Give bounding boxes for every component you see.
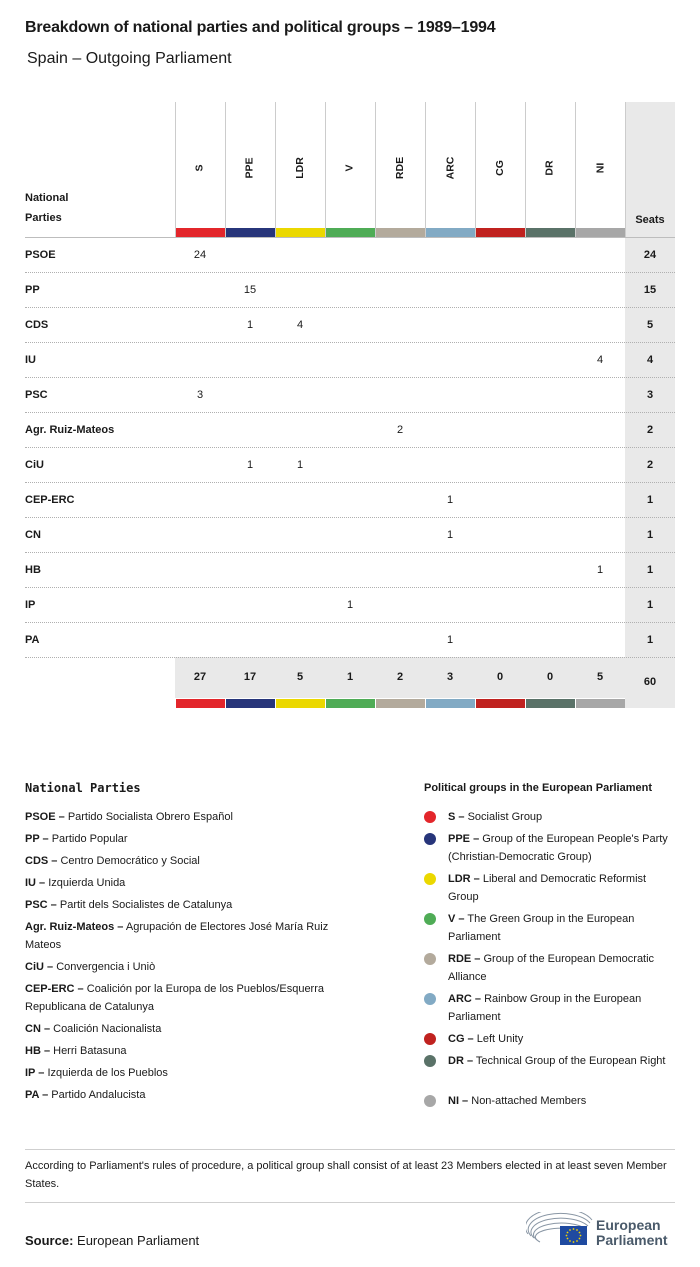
group-legend-item: [448, 990, 678, 1026]
group-header-label: CG: [494, 160, 506, 176]
seat-cell: 1: [446, 529, 454, 541]
source-line: [25, 1233, 199, 1248]
party-legend-item: [25, 1020, 365, 1038]
party-name: PSC: [25, 389, 48, 401]
bottom-colorbar-ppe: [226, 699, 275, 708]
bottom-colorbar-ni: [576, 699, 625, 708]
group-color-dot: [424, 811, 436, 823]
group-header-cg: [475, 160, 525, 176]
party-legend-item: [25, 1086, 365, 1104]
party-name: HB: [25, 564, 41, 576]
group-legend-code: CG –: [448, 1033, 474, 1045]
group-legend-code: NI –: [448, 1095, 469, 1107]
bottom-colorbar-dr: [526, 699, 575, 708]
top-colorbar-dr: [526, 228, 575, 237]
national-parties-header-line2: Parties: [25, 212, 62, 224]
party-legend-item: [25, 1064, 365, 1082]
bottom-colorbar-ldr: [276, 699, 325, 708]
group-header-label: DR: [543, 160, 556, 176]
group-legend-name: Technical Group of the European Right: [475, 1055, 666, 1067]
party-legend-code: CDS –: [25, 855, 58, 867]
party-name: PSOE: [25, 249, 56, 261]
top-colorbar-ppe: [226, 228, 275, 237]
group-legend-code: ARC –: [448, 993, 482, 1005]
bottom-colorbar-rde: [376, 699, 425, 708]
group-total: 27: [193, 671, 207, 683]
group-header-label: ARC: [444, 156, 456, 180]
seat-cell: 1: [346, 599, 354, 611]
party-name: CiU: [25, 459, 44, 471]
table-row: [25, 308, 675, 343]
logo-text-line1: European: [596, 1217, 661, 1233]
seat-cell: 4: [596, 354, 604, 366]
group-total: 1: [346, 671, 354, 683]
party-name: CEP-ERC: [25, 494, 75, 506]
group-legend-item: [448, 1052, 678, 1070]
column-rule: [625, 102, 626, 237]
group-legend-name: Group of the European Democratic Alliance: [448, 953, 655, 983]
group-header-label: NI: [594, 162, 606, 174]
group-legend-name: Left Unity: [476, 1033, 524, 1045]
note-bottom-rule: [25, 1202, 675, 1203]
seat-cell: 1: [246, 319, 254, 331]
group-legend-item: [448, 1030, 678, 1048]
rules-note: According to Parliament's rules of procedure, a political group shall consist of at least 23 Members elected in at least seven Member States.: [25, 1160, 667, 1190]
seat-cell: 1: [296, 459, 304, 471]
top-colorbar-ldr: [276, 228, 325, 237]
party-legend-name: Convergencia i Uniò: [56, 961, 156, 973]
party-legend-code: Agr. Ruiz-Mateos –: [25, 921, 124, 933]
party-legend-name: Izquierda de los Pueblos: [47, 1067, 168, 1079]
party-legend-name: Partido Popular: [51, 833, 128, 845]
national-parties-header: [25, 188, 68, 228]
group-color-dot: [424, 1033, 436, 1045]
party-legend-item: [25, 852, 365, 870]
seat-cell: 1: [596, 564, 604, 576]
group-legend-item: [448, 808, 678, 826]
party-name: IP: [25, 599, 36, 611]
seat-cell: 1: [446, 494, 454, 506]
group-color-dot: [424, 913, 436, 925]
party-legend-code: HB –: [25, 1045, 51, 1057]
group-legend-name: The Green Group in the European Parliament: [448, 913, 635, 943]
top-colorbar-s: [176, 228, 225, 237]
top-colorbar-ni: [576, 228, 625, 237]
party-legend-name: Izquierda Unida: [48, 877, 126, 889]
group-header-label: V: [343, 164, 356, 172]
row-total: 3: [646, 389, 654, 401]
top-colorbar-cg: [476, 228, 525, 237]
party-legend-item: [25, 896, 365, 914]
group-header-label: PPE: [243, 157, 256, 179]
table-row: [25, 378, 675, 413]
group-header-v: [325, 160, 375, 176]
group-header-ppe: [225, 157, 275, 179]
group-legend-name: Rainbow Group in the European Parliament: [448, 993, 642, 1023]
row-total: 4: [646, 354, 654, 366]
seats-header: Seats: [635, 214, 665, 226]
source-label: Source:: [25, 1233, 74, 1248]
table-row: [25, 518, 675, 553]
top-colorbar-arc: [426, 228, 475, 237]
table-row: [25, 273, 675, 308]
group-legend-item: [448, 1092, 678, 1110]
group-legend-item: [448, 910, 678, 946]
group-color-dot: [424, 873, 436, 885]
party-name: CN: [25, 529, 41, 541]
group-legend-name: Liberal and Democratic Reformist Group: [448, 873, 647, 903]
party-name: PA: [25, 634, 40, 646]
group-total: 2: [396, 671, 404, 683]
group-header-label: LDR: [294, 157, 306, 179]
row-total: 1: [646, 599, 654, 611]
group-total: 0: [496, 671, 504, 683]
group-header-dr: [525, 160, 575, 176]
group-legend-code: V –: [448, 913, 465, 925]
group-legend-name: Socialist Group: [467, 811, 543, 823]
seat-cell: 1: [246, 459, 254, 471]
seat-cell: 2: [396, 424, 404, 436]
group-header-ldr: [275, 157, 325, 179]
group-legend-code: RDE –: [448, 953, 481, 965]
party-legend-code: PA –: [25, 1089, 49, 1101]
group-header-label: RDE: [393, 156, 406, 180]
group-header-rde: [375, 156, 425, 180]
party-legend-code: CN –: [25, 1023, 51, 1035]
party-legend-item: [25, 918, 365, 954]
party-legend-name: Herri Batasuna: [53, 1045, 127, 1057]
table-row: [25, 623, 675, 658]
group-legend-code: S –: [448, 811, 465, 823]
group-legend-item: [448, 950, 678, 986]
seat-cell: 15: [243, 284, 257, 296]
row-total: 1: [646, 564, 654, 576]
seats-table: [25, 102, 675, 708]
row-total: 2: [646, 424, 654, 436]
party-legend-code: PSC –: [25, 899, 57, 911]
group-legend-item: [448, 830, 678, 866]
bottom-colorbar-s: [176, 699, 225, 708]
group-header-ni: [575, 160, 625, 176]
row-total: 24: [643, 249, 657, 261]
party-name: PP: [25, 284, 40, 296]
group-legend-item: [448, 870, 678, 906]
group-header-label: S: [193, 164, 206, 172]
note-top-rule: [25, 1149, 675, 1150]
party-legend-name: Partido Socialista Obrero Español: [67, 811, 233, 823]
group-color-dot: [424, 993, 436, 1005]
party-name: IU: [25, 354, 36, 366]
group-total: 17: [243, 671, 257, 683]
top-colorbar-rde: [376, 228, 425, 237]
table-row: [25, 483, 675, 518]
bottom-colorbar-v: [326, 699, 375, 708]
row-total: 2: [646, 459, 654, 471]
party-legend-code: CEP-ERC –: [25, 983, 84, 995]
grand-total: 60: [643, 676, 657, 688]
party-legend-name: Centro Democrático y Social: [60, 855, 200, 867]
row-total: 1: [646, 634, 654, 646]
group-color-dot: [424, 1055, 436, 1067]
group-total: 5: [296, 671, 304, 683]
party-legend-item: [25, 980, 365, 1016]
party-legend-name: Partit dels Socialistes de Catalunya: [59, 899, 233, 911]
group-legend-code: DR –: [448, 1055, 474, 1067]
seat-cell: 3: [196, 389, 204, 401]
group-header-arc: [425, 156, 475, 180]
page-title: Breakdown of national parties and political groups – 1989–1994: [25, 19, 496, 36]
party-legend-item: [25, 808, 365, 826]
group-color-dot: [424, 953, 436, 965]
party-legend-name: Partido Andalucista: [51, 1089, 146, 1101]
table-row: [25, 588, 675, 623]
national-parties-legend-title: National Parties: [25, 781, 141, 795]
group-legend-name: Non-attached Members: [471, 1095, 587, 1107]
row-total: 15: [643, 284, 657, 296]
party-legend-code: CiU –: [25, 961, 54, 973]
bottom-colorbar-cg: [476, 699, 525, 708]
seat-cell: 24: [193, 249, 207, 261]
row-total: 1: [646, 494, 654, 506]
party-legend-item: [25, 1042, 365, 1060]
group-legend-code: LDR –: [448, 873, 480, 885]
party-legend-name: Agrupación de Electores José María Ruiz Mateos: [25, 921, 329, 951]
group-color-dot: [424, 833, 436, 845]
source-value: European Parliament: [77, 1233, 200, 1248]
party-legend-code: PSOE –: [25, 811, 65, 823]
table-row: [25, 343, 675, 378]
party-legend-name: Coalición por la Europa de los Pueblos/Esquerra Republicana de Catalunya: [25, 983, 325, 1013]
party-name: Agr. Ruiz-Mateos: [25, 424, 115, 436]
seat-cell: 1: [446, 634, 454, 646]
group-total: 5: [596, 671, 604, 683]
logo-text-line2: Parliament: [596, 1232, 668, 1248]
party-legend-code: PP –: [25, 833, 49, 845]
group-total: 0: [546, 671, 554, 683]
party-name: CDS: [25, 319, 49, 331]
logo-text: [596, 1218, 668, 1248]
party-legend-item: [25, 830, 365, 848]
table-row: [25, 448, 675, 483]
group-color-dot: [424, 1095, 436, 1107]
group-header-s: [175, 160, 225, 176]
page-subtitle: Spain – Outgoing Parliament: [27, 50, 232, 67]
group-total: 3: [446, 671, 454, 683]
party-legend-code: IP –: [25, 1067, 45, 1079]
group-legend-code: PPE –: [448, 833, 480, 845]
table-row: [25, 553, 675, 588]
party-legend-code: IU –: [25, 877, 46, 889]
group-legend-name: Group of the European People's Party (Christian-Democratic Group): [448, 833, 668, 863]
political-groups-legend-title: Political groups in the European Parliament: [424, 782, 652, 794]
row-total: 1: [646, 529, 654, 541]
party-legend-item: [25, 874, 365, 892]
party-legend-item: [25, 958, 365, 976]
national-parties-header-line1: National: [25, 192, 69, 204]
row-total: 5: [646, 319, 654, 331]
table-row: [25, 238, 675, 273]
top-colorbar-v: [326, 228, 375, 237]
party-legend-name: Coalición Nacionalista: [53, 1023, 162, 1035]
bottom-colorbar-arc: [426, 699, 475, 708]
seat-cell: 4: [296, 319, 304, 331]
table-row: [25, 413, 675, 448]
